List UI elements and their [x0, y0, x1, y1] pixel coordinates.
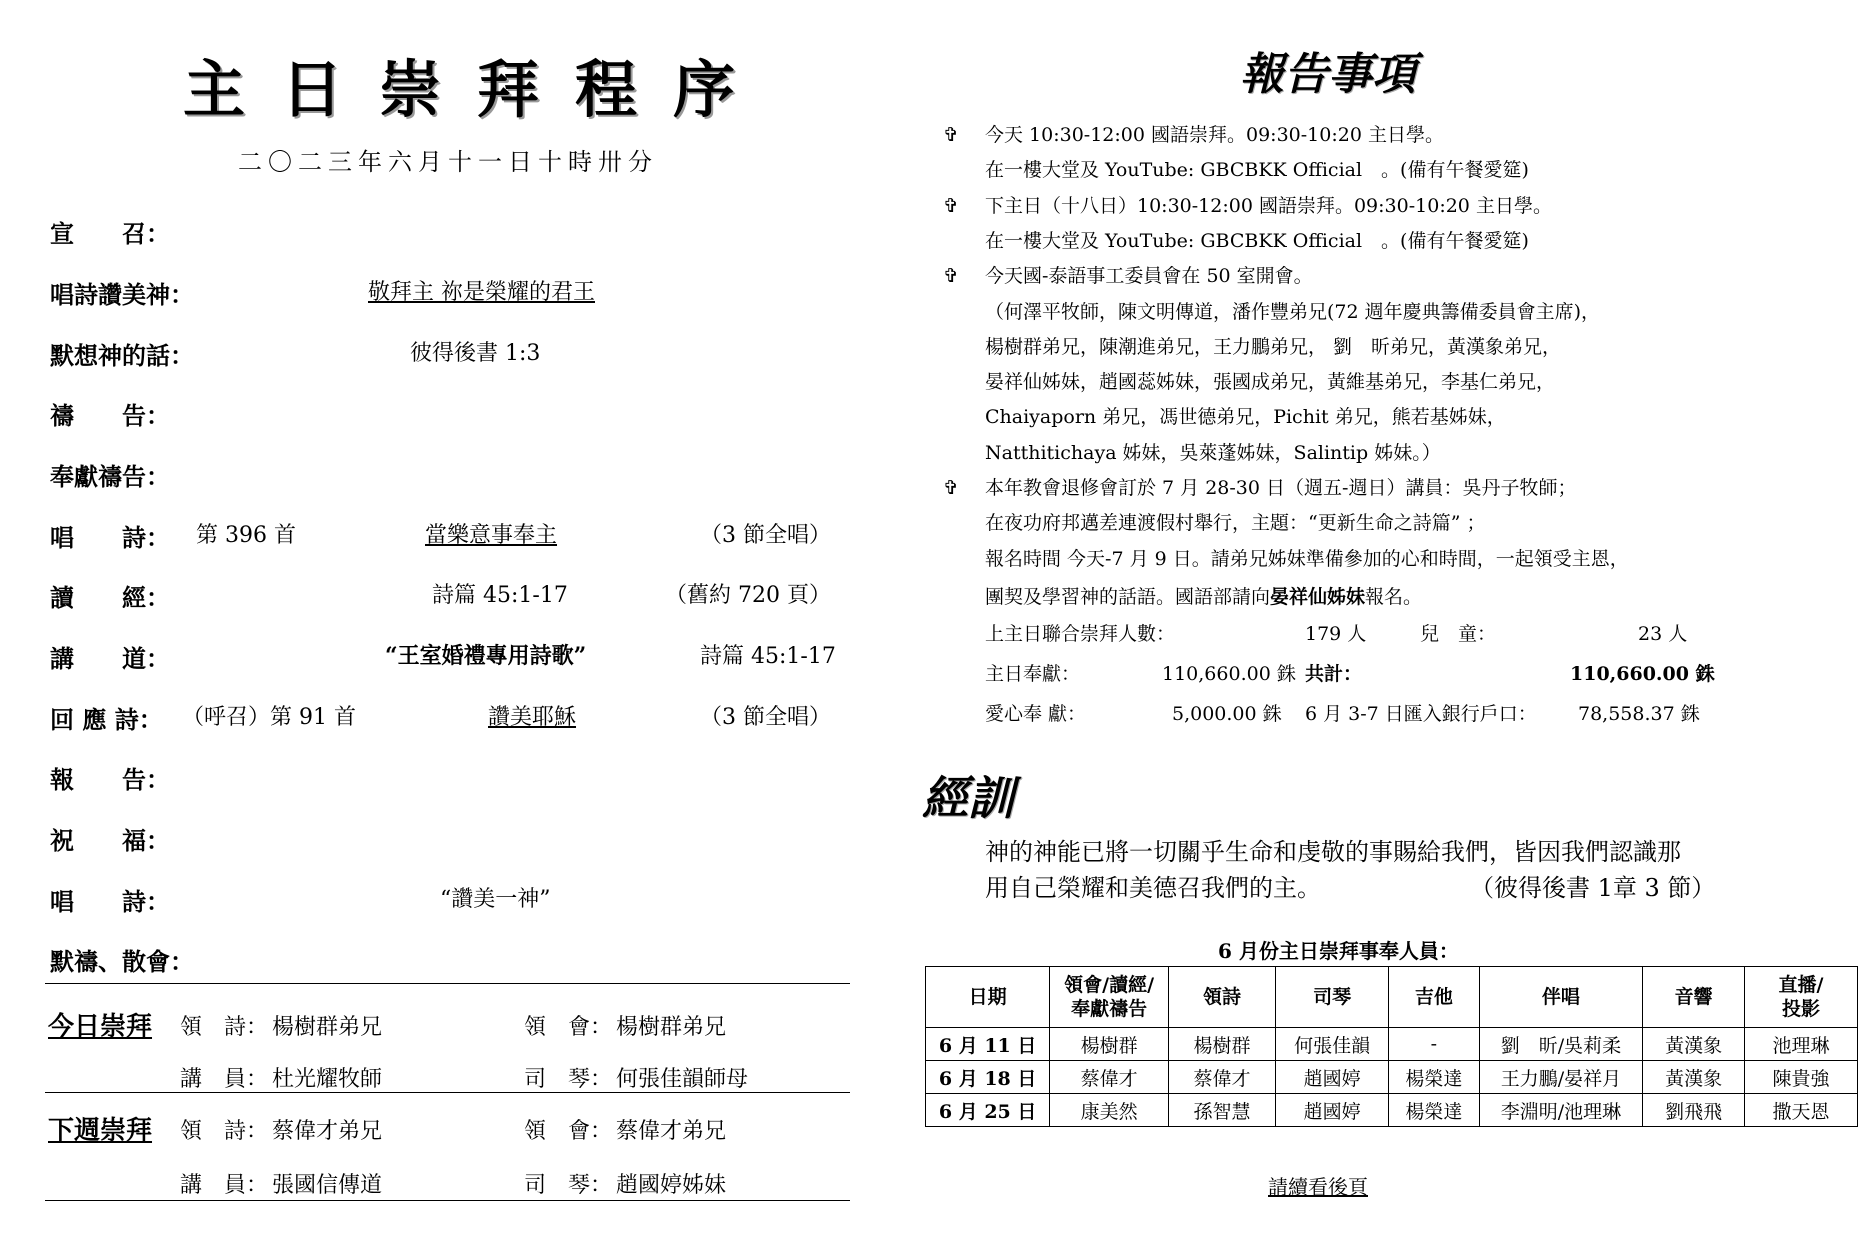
- roster-cell: 6 月 18 日: [926, 1061, 1050, 1094]
- order-item-number: 第 396 首: [196, 523, 296, 548]
- signup-prefix: 團契及學習神的話語。國語部請向: [985, 586, 1271, 608]
- roster-cell: 撒天恩: [1745, 1094, 1858, 1127]
- signup-line: [985, 580, 1422, 614]
- verse-reference: （彼得後書 1章 3 節）: [1470, 874, 1716, 902]
- roster-cell: 楊榮達: [1389, 1094, 1479, 1127]
- announcement-line: 在一樓大堂及 YouTube: GBCBKK Official 。(備有午餐愛筵): [985, 229, 1529, 252]
- love-offering-value: 5,000.00 銖: [1172, 703, 1282, 725]
- page-title: 主日崇拜程序: [183, 53, 772, 126]
- roster-header-row: [926, 967, 1858, 1028]
- order-item-label: 默禱、散會：: [50, 947, 194, 976]
- order-item-title: “讚美一神”: [440, 887, 551, 912]
- roster-cell: 6 月 11 日: [926, 1028, 1050, 1061]
- divider: [45, 983, 850, 984]
- next-speaker: 張國信傳道: [272, 1173, 383, 1198]
- announcement-line: Chaiyaporn 弟兄，馮世德弟兄，Pichit 弟兄，熊若基姊妹，: [985, 406, 1506, 429]
- announcement-line: 晏祥仙姊妹，趙國蕊姊妹，張國成弟兄，黃維基弟兄，李基仁弟兄，: [985, 371, 1556, 394]
- order-item-note: （舊約 720 頁）: [665, 583, 831, 608]
- roster-cell: 黃漢象: [1643, 1061, 1745, 1094]
- roster-cell: 孫智慧: [1168, 1094, 1275, 1127]
- today-pianist: 何張佳韻師母: [616, 1067, 749, 1092]
- order-item-title: 詩篇 45:1-17: [432, 583, 568, 608]
- order-item-label: 宣 召：: [50, 219, 170, 248]
- today-heading: 今日崇拜: [48, 1012, 153, 1042]
- roster-row: [926, 1094, 1858, 1127]
- verse-heading: 經訓: [922, 771, 1014, 825]
- next-speaker-label: 講 員：: [180, 1173, 269, 1198]
- roster-header-cell: 司琴: [1276, 967, 1389, 1028]
- order-item-title: 彼得後書 1:3: [410, 341, 541, 366]
- order-item-label: 報 告：: [50, 765, 170, 794]
- roster-cell: 趙國婷: [1276, 1094, 1389, 1127]
- roster-table: [925, 966, 1858, 1127]
- announcement-line: （何澤平牧師，陳文明傳道，潘作豐弟兄(72 週年慶典籌備委員會主席)，: [985, 300, 1601, 323]
- love-offering-label: 愛心奉 獻：: [985, 703, 1087, 725]
- order-item-note: 詩篇 45:1-17: [700, 644, 836, 669]
- cross-icon: ✞: [943, 477, 959, 499]
- roster-cell: 楊樹群: [1050, 1028, 1169, 1061]
- roster-cell: 蔡偉才: [1168, 1061, 1275, 1094]
- offering-label: 主日奉獻：: [985, 663, 1081, 685]
- roster-header-cell: 領會/讀經/ 奉獻禱告: [1050, 967, 1169, 1028]
- order-item-note: （3 節全唱）: [700, 523, 831, 548]
- today-speaker: 杜光耀牧師: [272, 1067, 383, 1092]
- order-item-label: 祝 福：: [50, 826, 170, 855]
- roster-cell: 楊榮達: [1389, 1061, 1479, 1094]
- roster-header-cell: 吉他: [1389, 967, 1479, 1028]
- order-item-label: 回 應 詩：: [50, 705, 163, 734]
- roster-cell: -: [1389, 1028, 1479, 1061]
- today-speaker-label: 講 員：: [180, 1067, 269, 1092]
- order-item-label: 奉獻禱告：: [50, 462, 170, 491]
- roster-cell: 蔡偉才: [1050, 1061, 1169, 1094]
- signup-name: 晏祥仙姊妹: [1270, 586, 1366, 608]
- total-value: 110,660.00 銖: [1570, 663, 1715, 685]
- roster-cell: 劉 昕/吳莉柔: [1479, 1028, 1643, 1061]
- total-label: 共計：: [1305, 663, 1363, 685]
- order-item-label: 唱 詩：: [50, 523, 170, 552]
- order-item-title: 敬拜主 祢是榮耀的君王: [368, 280, 595, 305]
- roster-cell: 劉飛飛: [1643, 1094, 1745, 1127]
- announcement-line: 報名時間 今天-7 月 9 日。請弟兄姊妹準備參加的心和時間，一起領受主恩，: [985, 547, 1629, 570]
- order-item-label: 講 道：: [50, 644, 170, 673]
- roster-cell: 陳貴強: [1745, 1061, 1858, 1094]
- announcement-line: 今天國-泰語事工委員會在 50 室開會。: [985, 265, 1313, 288]
- offering-value: 110,660.00 銖: [1162, 663, 1296, 685]
- announcements-title: 報告事項: [1240, 49, 1416, 100]
- cross-icon: ✞: [943, 265, 959, 288]
- service-date: 二〇二三年六月十一日十時卅分: [238, 148, 658, 176]
- roster-cell: 李淵明/池理琳: [1479, 1094, 1643, 1127]
- order-item-label: 唱詩讚美神：: [50, 280, 194, 309]
- attendance-label: 上主日聯合崇拜人數：: [985, 623, 1176, 645]
- today-pianist-label: 司 琴：: [524, 1067, 613, 1092]
- roster-header-cell: 音響: [1643, 967, 1745, 1028]
- roster-cell: 趙國婷: [1276, 1061, 1389, 1094]
- announcement-line: Natthitichaya 姊妹，吳萊蓬姊妹，Salintip 姊妹。）: [985, 441, 1441, 464]
- roster-cell: 何張佳韻: [1276, 1028, 1389, 1061]
- roster-cell: 黃漢象: [1643, 1028, 1745, 1061]
- announcement-line: 今天 10:30-12:00 國語崇拜。09:30-10:20 主日學。: [985, 124, 1444, 146]
- roster-row: [926, 1028, 1858, 1061]
- next-lead-meeting: 蔡偉才弟兄: [616, 1119, 727, 1144]
- roster-cell: 康美然: [1050, 1094, 1169, 1127]
- bank-label: 6 月 3-7 日匯入銀行戶口：: [1305, 703, 1537, 725]
- next-lead-meeting-label: 領 會：: [524, 1119, 613, 1144]
- roster-header-cell: 日期: [926, 967, 1050, 1028]
- order-item-label: 唱 詩：: [50, 887, 170, 916]
- announcement-line: 本年教會退修會訂於 7 月 28-30 日（週五-週日）講員：吳丹子牧師；: [985, 477, 1577, 499]
- roster-row: [926, 1061, 1858, 1094]
- continue-note: 請續看後頁: [1268, 1175, 1368, 1199]
- announcement-line: 在一樓大堂及 YouTube: GBCBKK Official 。(備有午餐愛筵): [985, 159, 1529, 182]
- order-item-label: 讀 經：: [50, 583, 170, 612]
- announcement-line: 下主日（十八日）10:30-12:00 國語崇拜。09:30-10:20 主日學。: [985, 194, 1552, 217]
- order-item-label: 禱 告：: [50, 401, 170, 430]
- cross-icon: ✞: [943, 124, 959, 146]
- next-pianist: 趙國婷姊妹: [616, 1173, 727, 1198]
- order-item-number: （呼召）第 91 首: [182, 705, 356, 730]
- roster-title: 6 月份主日崇拜事奉人員：: [1218, 939, 1459, 963]
- roster-cell: 池理琳: [1745, 1028, 1858, 1061]
- attendance-value: 179 人: [1305, 623, 1367, 645]
- roster-cell: 楊樹群: [1168, 1028, 1275, 1061]
- next-lead-song: 蔡偉才弟兄: [272, 1119, 383, 1144]
- signup-suffix: 報名。: [1365, 586, 1423, 608]
- announcement-line: 楊樹群弟兄，陳潮進弟兄，王力鵬弟兄， 劉 昕弟兄，黃漢象弟兄，: [985, 335, 1562, 358]
- bank-value: 78,558.37 銖: [1578, 703, 1700, 725]
- next-pianist-label: 司 琴：: [524, 1173, 613, 1198]
- announcement-line: 在夜功府邦邁差連渡假村舉行，主題：“更新生命之詩篇” ；: [985, 512, 1486, 535]
- roster-header-cell: 直播/ 投影: [1745, 967, 1858, 1028]
- children-label: 兒 童：: [1420, 623, 1497, 645]
- roster-cell: 王力鵬/晏祥月: [1479, 1061, 1643, 1094]
- order-item-label: 默想神的話：: [50, 341, 194, 370]
- verse-line-1: 神的神能已將一切關乎生命和虔敬的事賜給我們，皆因我們認識那: [985, 838, 1681, 866]
- order-item-title: 當樂意事奉主: [425, 523, 558, 548]
- roster-header-cell: 領詩: [1168, 967, 1275, 1028]
- today-lead-meeting-label: 領 會：: [524, 1015, 613, 1040]
- roster-header-cell: 伴唱: [1479, 967, 1643, 1028]
- order-item-note: （3 節全唱）: [700, 705, 831, 730]
- verse-line-2: 用自己榮耀和美德召我們的主。: [985, 874, 1321, 902]
- today-lead-meeting: 楊樹群弟兄: [616, 1015, 727, 1040]
- today-lead-song-label: 領 詩：: [180, 1015, 269, 1040]
- roster-cell: 6 月 25 日: [926, 1094, 1050, 1127]
- order-item-title: “王室婚禮專用詩歌”: [385, 643, 587, 669]
- order-item-title: 讚美耶穌: [488, 705, 577, 730]
- today-lead-song: 楊樹群弟兄: [272, 1015, 383, 1040]
- next-lead-song-label: 領 詩：: [180, 1119, 269, 1144]
- divider: [45, 1200, 850, 1201]
- cross-icon: ✞: [943, 194, 959, 217]
- children-value: 23 人: [1638, 623, 1688, 645]
- next-heading: 下週崇拜: [48, 1116, 153, 1146]
- divider: [45, 1092, 850, 1093]
